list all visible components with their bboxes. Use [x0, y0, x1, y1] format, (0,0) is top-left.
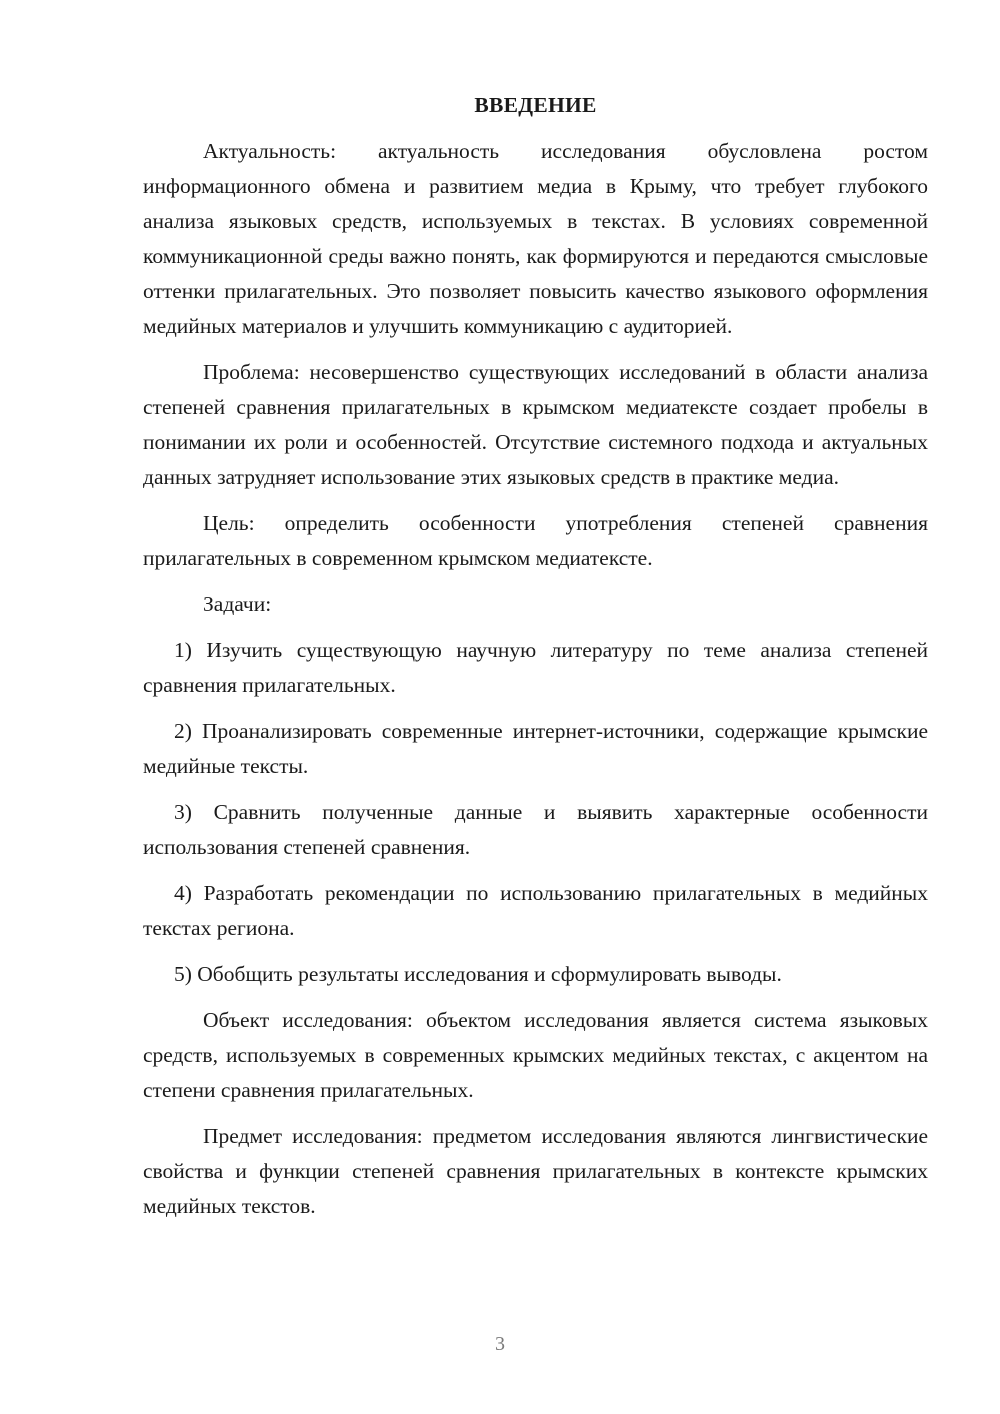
section-title: ВВЕДЕНИЕ [474, 93, 597, 117]
task-item: 4) Разработать рекомендации по использованию прилагательных в медийных текстах региона. [143, 881, 928, 940]
tasks-label: Задачи: [203, 592, 272, 616]
document-page [143, 88, 928, 1235]
object-paragraph: Объект исследования: объектом исследования является система языковых средств, используемых в современных крымских медийных текстах, с акцентом на степени сравнения прилагательных. [143, 1008, 928, 1102]
task-item: 3) Сравнить полученные данные и выявить характерные особенности использования степеней сравнения. [143, 800, 928, 859]
relevance-paragraph: Актуальность: актуальность исследования обусловлена ростом информационного обмена и развитием медиа в Крыму, что требует глубокого анализа языковых средств, используемых в текстах. В условиях современной коммуникационной среды важно понять, как формируются и передаются смысловые оттенки прилагательных. Это позволяет повысить качество языкового оформления медийных материалов и улучшить коммуникацию с аудиторией. [143, 139, 928, 338]
task-item: 2) Проанализировать современные интернет-источники, содержащие крымские медийные тексты. [143, 719, 928, 778]
task-item: 5) Обобщить результаты исследования и сформулировать выводы. [174, 962, 782, 986]
goal-paragraph: Цель: определить особенности употребления степеней сравнения прилагательных в современном крымском медиатексте. [143, 511, 928, 570]
subject-paragraph: Предмет исследования: предметом исследования являются лингвистические свойства и функции степеней сравнения прилагательных в контексте крымских медийных текстов. [143, 1124, 928, 1218]
problem-paragraph: Проблема: несовершенство существующих исследований в области анализа степеней сравнения прилагательных в крымском медиатексте создает пробелы в понимании их роли и особенностей. Отсутствие системного подхода и актуальных данных затрудняет использование этих языковых средств в практике медиа. [143, 360, 928, 489]
task-item: 1) Изучить существующую научную литературу по теме анализа степеней сравнения прилагательных. [143, 638, 928, 697]
page-number: 3 [495, 1333, 505, 1355]
